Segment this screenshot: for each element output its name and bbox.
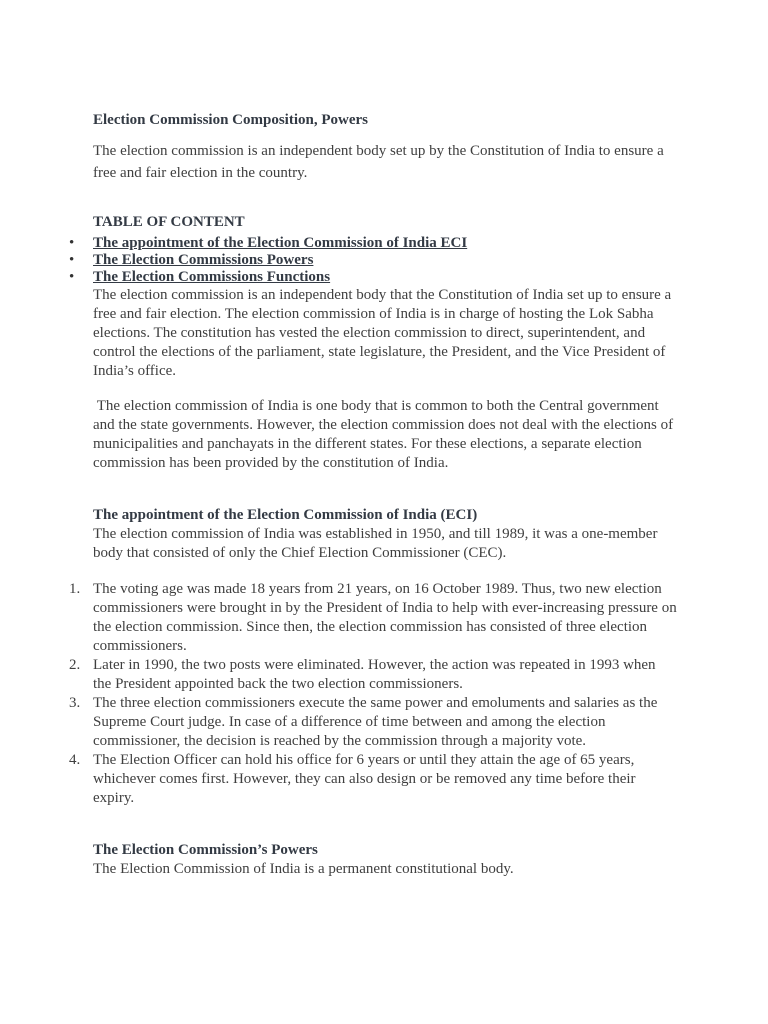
section-heading-appointment: The appointment of the Election Commission of India (ECI)	[93, 507, 478, 523]
bullet-icon: •	[69, 252, 75, 268]
section-paragraph: The election commission of India was established in 1950, and till 1989, it was a one-member body that consisted of only the Chief Election Commissioner (CEC).	[93, 526, 658, 561]
list-number: 2.	[69, 657, 81, 673]
toc-link-functions[interactable]	[69, 269, 677, 286]
body-paragraph: The election commission of India is one body that is common to both the Central government and the state governments. However, the election commission does not deal with the elections of municipalities and panchayats in the different states. For these elections, a separate election commission has been provided by the constitution of India.	[93, 398, 677, 471]
toc-link-appointment[interactable]	[69, 235, 677, 252]
list-item-text: The Election Officer can hold his office for 6 years or until they attain the age of 65 years, whichever comes first. However, they can also design or be removed any time before their expiry.	[93, 752, 636, 806]
toc-link-powers[interactable]	[69, 252, 677, 269]
list-item-text: Later in 1990, the two posts were eliminated. However, the action was repeated in 1993 when the President appointed back the two election commissioners.	[93, 657, 656, 692]
document-page	[69, 110, 677, 879]
toc-list	[69, 235, 677, 286]
numbered-list	[69, 580, 677, 808]
document-title: Election Commission Composition, Powers	[93, 112, 368, 128]
toc-link-label: The Election Commissions Powers	[93, 252, 314, 268]
list-item-text: The three election commissioners execute the same power and emoluments and salaries as the Supreme Court judge. In case of a difference of time between and among the election commissioner, the decision is reached by the commission through a majority vote.	[93, 695, 658, 749]
toc-link-label: The appointment of the Election Commission of India ECI	[93, 235, 468, 251]
toc-heading: TABLE OF CONTENT	[93, 214, 245, 230]
section-paragraph: The Election Commission of India is a permanent constitutional body.	[93, 861, 514, 877]
body-paragraph: The election commission is an independent body that the Constitution of India set up to ensure a free and fair election. The election commission of India is in charge of hosting the Lok Sabha elections. The constitution has vested the election commission to direct, superintendent, and control the elections of the parliament, state legislature, the President, and the Vice President of India’s office.	[93, 287, 672, 379]
intro-paragraph: The election commission is an independent body set up by the Constitution of India to ensure a free and fair election in the country.	[93, 143, 664, 181]
section-heading-powers: The Election Commission’s Powers	[93, 842, 318, 858]
toc-link-label: The Election Commissions Functions	[93, 269, 331, 285]
list-number: 4.	[69, 752, 81, 768]
list-number: 3.	[69, 695, 81, 711]
list-item	[69, 694, 677, 751]
list-item	[69, 656, 677, 694]
list-number: 1.	[69, 581, 81, 597]
list-item	[69, 580, 677, 656]
bullet-icon: •	[69, 235, 75, 251]
list-item	[69, 751, 677, 808]
list-item-text: The voting age was made 18 years from 21 years, on 16 October 1989. Thus, two new election commissioners were brought in by the President of India to help with ever-increasing pressure on the election commission. Since then, the election commission has consisted of three election commissioners.	[93, 581, 677, 654]
bullet-icon: •	[69, 269, 75, 285]
